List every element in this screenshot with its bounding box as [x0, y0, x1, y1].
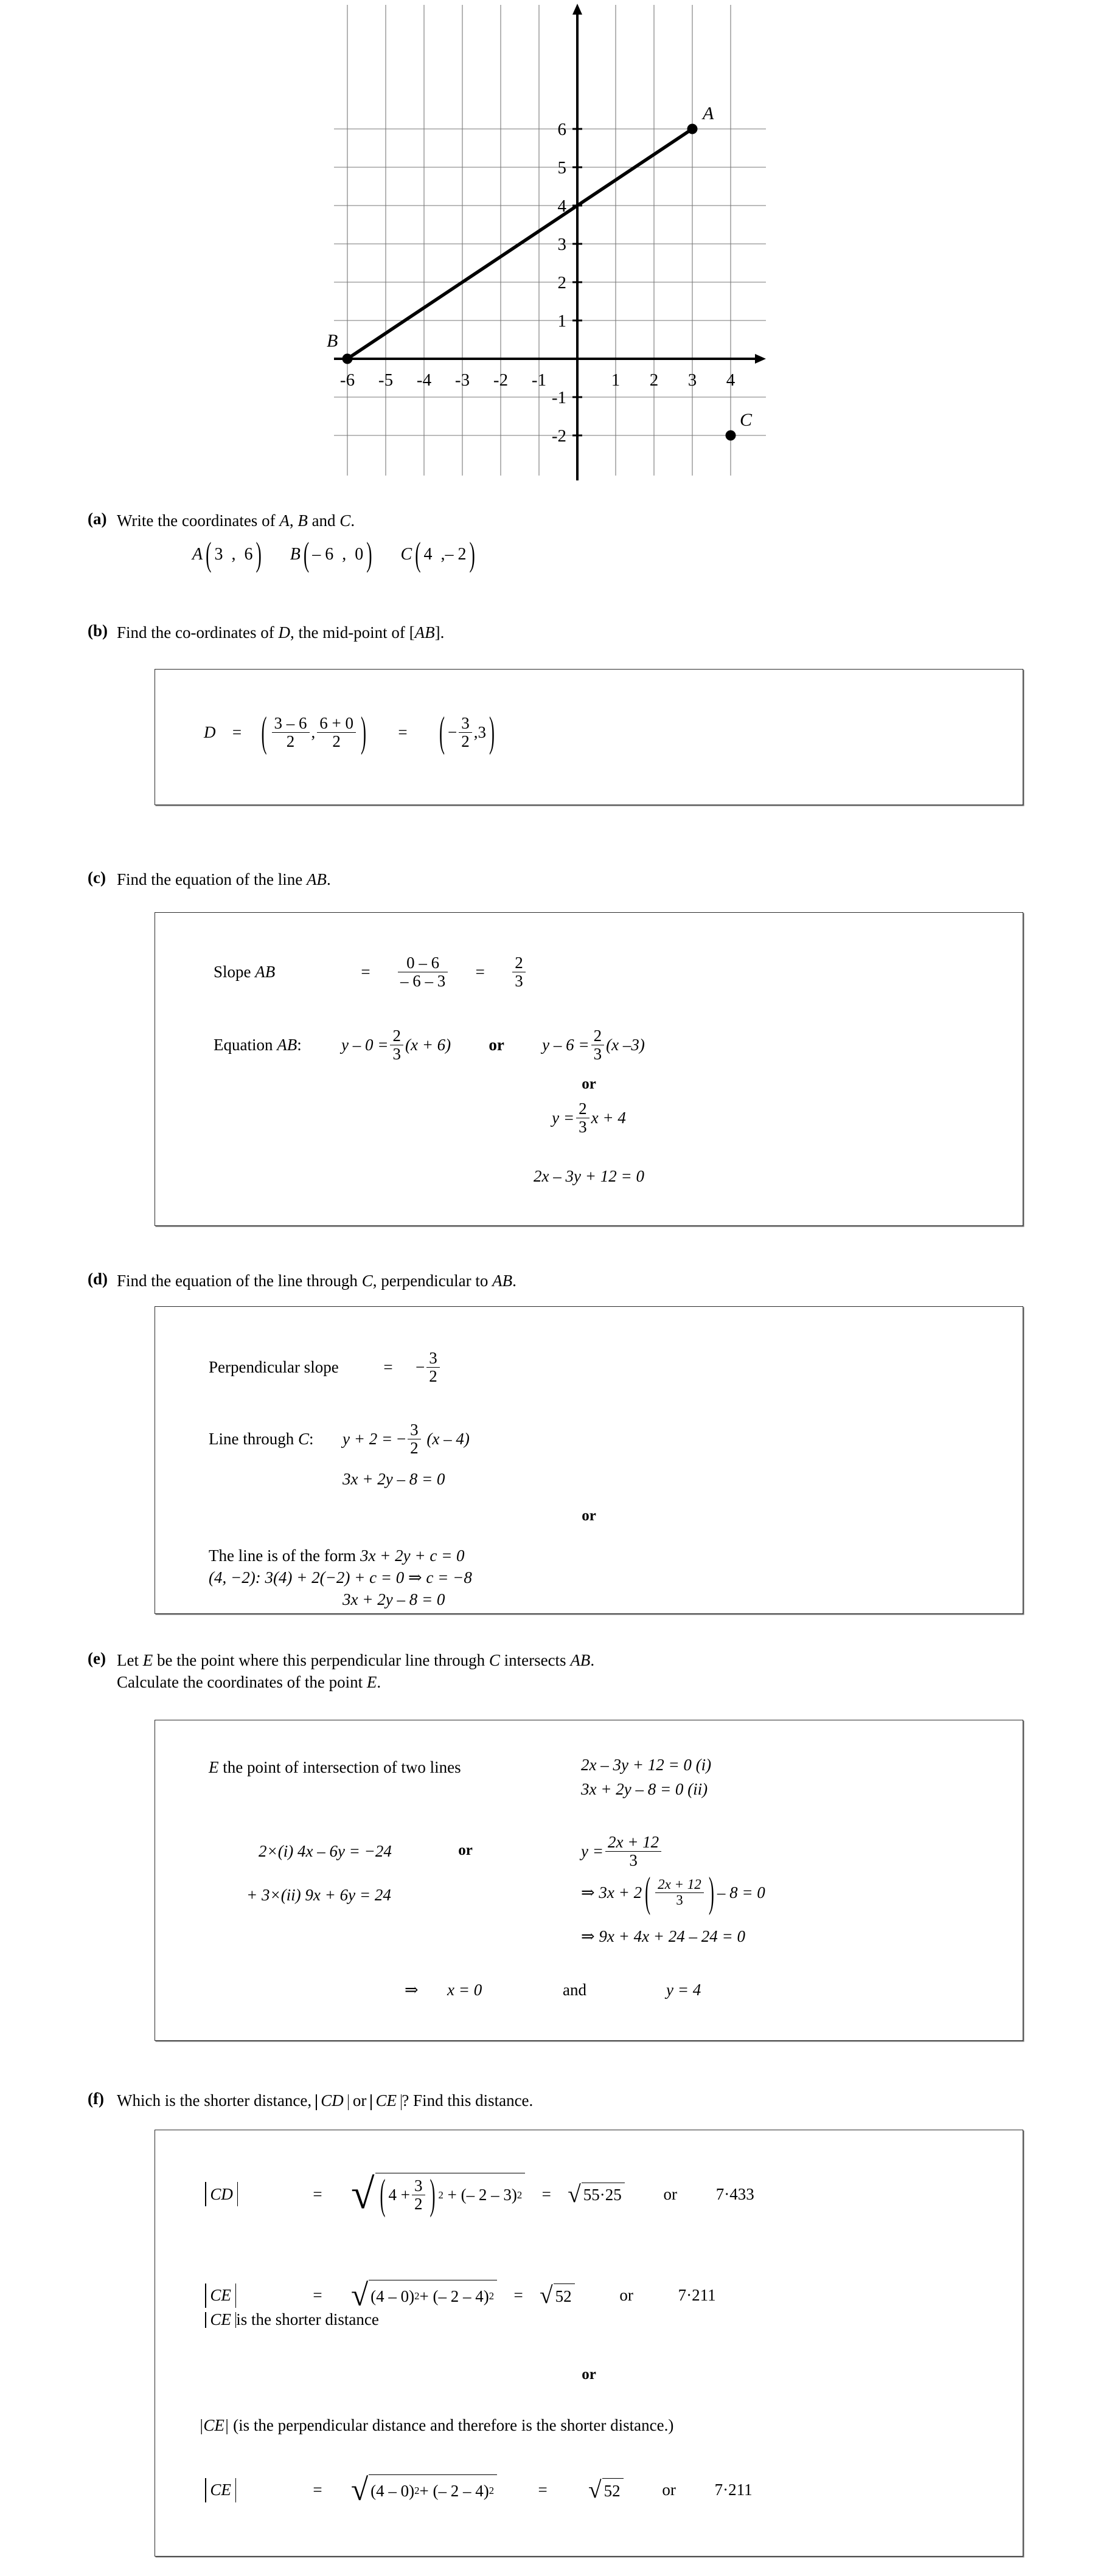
cd-frac-num: 3	[412, 2177, 425, 2195]
cd-second-exp: 2	[516, 2189, 523, 2201]
sqrt-ce-2	[351, 2474, 497, 2505]
implies-arrow: ⇒	[405, 1981, 419, 1999]
equals: =	[313, 2184, 322, 2203]
or-text: or	[349, 2091, 371, 2110]
part-a	[73, 510, 1046, 575]
period: .	[512, 1272, 516, 1290]
abs-bar	[205, 2182, 206, 2206]
equals-2: =	[541, 2184, 551, 2203]
equals: =	[313, 2481, 322, 2499]
alt-text: The line is of the form	[209, 1546, 360, 1565]
seg-CD: CD	[321, 2091, 344, 2110]
perpendicular-slope-row	[209, 1349, 442, 1385]
abs-bar	[205, 2478, 206, 2502]
svg-text:6: 6	[557, 120, 566, 139]
or-2: or	[582, 1076, 596, 1092]
sep: and	[307, 511, 340, 530]
equals-2: =	[398, 723, 408, 742]
var-E: E	[209, 1758, 219, 1776]
sqrt-cd-value	[568, 2183, 624, 2206]
svg-text:1: 1	[611, 370, 621, 390]
cd-label	[205, 2182, 284, 2206]
or-ce: or	[619, 2286, 633, 2305]
var-AB: AB	[570, 1651, 591, 1669]
sub2-post: – 8 = 0	[717, 1883, 765, 1902]
form3-num: 2	[576, 1100, 590, 1118]
ce-distance-row-repeat	[205, 2474, 753, 2505]
q-text: Find the equation of the line through	[117, 1272, 362, 1290]
minus-sign: −	[396, 1430, 406, 1449]
abs-bar	[205, 2283, 206, 2308]
equals: =	[313, 2286, 322, 2305]
form1-num: 2	[390, 1027, 403, 1045]
minus-sign: −	[416, 1358, 425, 1377]
line-den: 2	[410, 1439, 419, 1458]
sqrt-ce	[351, 2280, 497, 2311]
var-E: E	[142, 1651, 153, 1669]
svg-text:-1: -1	[531, 370, 547, 390]
seg-CE-abs: |CE|	[199, 2416, 229, 2434]
ce2-term2: + (– 2 – 4)	[419, 2481, 489, 2500]
form1-rhs: (x + 6)	[405, 1036, 451, 1054]
svg-text:-1: -1	[551, 388, 566, 407]
form3-lhs: y =	[552, 1109, 575, 1127]
minus-sign: −	[447, 723, 457, 742]
slope-den: – 6 – 3	[400, 972, 446, 991]
var-AB: AB	[492, 1272, 513, 1290]
period: .	[350, 511, 355, 530]
form1-lhs: y – 0 =	[341, 1036, 389, 1054]
intro-text: the point of intersection of two lines	[218, 1758, 461, 1776]
label-A: A	[703, 103, 714, 123]
coord-B-name: B	[290, 545, 301, 564]
radical-icon: √	[351, 2170, 375, 2218]
grid-lines	[334, 5, 766, 476]
abs-bar	[316, 2094, 317, 2110]
q-text: Write the coordinates of	[117, 511, 280, 530]
var-C: C	[489, 1651, 500, 1669]
y-tick-labels	[552, 120, 567, 446]
var-A: A	[279, 511, 290, 530]
cd-distance-row	[205, 2170, 754, 2218]
svg-text:-5: -5	[378, 370, 394, 390]
note-text: is the shorter distance	[236, 2310, 379, 2328]
ce-distance-row	[205, 2280, 716, 2311]
midpoint-y-num: 6 + 0	[317, 715, 356, 733]
seg-CE: CE	[210, 2481, 231, 2499]
part-e-answer-box	[155, 1720, 1023, 2041]
sqrt-ce-value	[540, 2283, 574, 2307]
sub2-den: 3	[676, 1892, 683, 1908]
form3-rhs: x + 4	[591, 1109, 626, 1127]
ce-shorter-note	[205, 2310, 379, 2329]
sub-den: 3	[629, 1851, 638, 1870]
var-C: C	[339, 511, 351, 530]
result-row	[405, 1981, 701, 2000]
q-text-3: ].	[434, 623, 445, 642]
coord-A-x: 3	[214, 545, 223, 564]
y-axis-arrow	[572, 4, 582, 15]
form2-lhs: y – 6 =	[542, 1036, 590, 1054]
note-text: (is the perpendicular distance and therefore is the shorter distance.)	[229, 2416, 674, 2434]
part-a-answer: A ( 3 , 6 ) B ( – 6 , 0 ) C ( 4 ,– 2 )	[192, 536, 475, 575]
q-text-4: Calculate the coordinates of the point	[117, 1673, 367, 1692]
line-num: 3	[408, 1421, 421, 1439]
line-through-C-row	[209, 1421, 470, 1457]
perp-line-standard-form: 3x + 2y – 8 = 0	[343, 1470, 445, 1488]
part-c	[73, 868, 1046, 890]
var-AB: AB	[277, 1036, 297, 1054]
part-a-label: (a)	[88, 510, 107, 528]
svg-text:2: 2	[557, 273, 566, 293]
q-text: Find the co-ordinates of	[117, 623, 279, 642]
var-D: D	[278, 623, 290, 642]
cd-open: 4 +	[388, 2186, 411, 2204]
equals: =	[232, 723, 242, 742]
part-e-question	[117, 1649, 594, 1694]
cd-frac-den: 2	[414, 2195, 423, 2214]
part-c-label: (c)	[88, 868, 106, 887]
colon: :	[309, 1430, 314, 1449]
seg-CE: CE	[210, 2286, 231, 2305]
or-f: or	[582, 2366, 596, 2383]
elimination-line1: 2×(i) 4x – 6y = −24	[259, 1842, 392, 1860]
form2-rhs: (x –3)	[606, 1036, 645, 1054]
equation-label	[214, 1036, 341, 1054]
ce2-term1: (4 – 0)	[370, 2481, 415, 2500]
form2-den: 3	[593, 1045, 602, 1064]
or-ce-2: or	[662, 2481, 676, 2499]
slope-label	[214, 963, 335, 982]
line-rhs: (x – 4)	[426, 1430, 470, 1449]
result-den: 2	[461, 732, 470, 751]
perpendicular-distance-note	[199, 2416, 673, 2435]
equals-2: =	[538, 2481, 548, 2499]
part-f	[73, 2090, 1046, 2111]
svg-text:-6: -6	[339, 370, 355, 390]
ce-label-2	[205, 2478, 284, 2502]
var-AB: AB	[306, 870, 327, 888]
result-num: 3	[459, 715, 472, 733]
elimination-line2: + 3×(ii) 9x + 6y = 24	[246, 1886, 391, 1904]
label-B: B	[327, 331, 338, 351]
substitution-line2: ⇒ 3x + 2 ( $\frac{2x + 12}{3}$ ) – 8 = 0	[581, 1868, 765, 1916]
comma: ,	[231, 545, 236, 564]
svg-text:4: 4	[726, 370, 736, 390]
abs-bar	[235, 2478, 237, 2502]
period: .	[377, 1673, 381, 1692]
line-through-C-label	[209, 1430, 343, 1449]
ce-label	[205, 2283, 284, 2308]
part-b	[73, 621, 1046, 643]
radical-icon: √	[351, 2278, 369, 2313]
or-e: or	[458, 1842, 473, 1858]
var-B: B	[297, 511, 308, 530]
part-e	[73, 1649, 1046, 1694]
perp-num: 3	[426, 1349, 440, 1368]
radical-icon: √	[540, 2282, 553, 2309]
comma: ,	[342, 545, 347, 564]
part-e-question-line1	[117, 1649, 594, 1671]
axes	[334, 9, 762, 480]
perp-slope-label: Perpendicular slope	[209, 1358, 339, 1377]
cd-decimal: 7·433	[715, 2184, 754, 2203]
and-word: and	[563, 1981, 586, 1999]
result-y: ,3	[473, 723, 486, 742]
q-text-2: ? Find this distance.	[402, 2091, 534, 2110]
part-b-question	[117, 621, 444, 643]
var-D: D	[204, 723, 216, 742]
part-d-answer-box	[155, 1306, 1023, 1614]
svg-text:4: 4	[557, 196, 566, 216]
q-text-3: intersects	[499, 1651, 571, 1669]
coord-C-y: – 2	[445, 545, 467, 564]
part-f-question	[117, 2090, 533, 2111]
substitution-line3: ⇒ 9x + 4x + 24 – 24 = 0	[581, 1927, 745, 1945]
equation-row	[214, 1027, 645, 1063]
svg-text:-3: -3	[454, 370, 470, 390]
equals-2: =	[513, 2286, 523, 2305]
coord-B-y: 0	[355, 545, 364, 564]
point-A	[687, 124, 698, 134]
part-c-answer-box	[155, 912, 1023, 1226]
part-f-answer-box	[155, 2130, 1023, 2557]
y-equals: y =	[581, 1842, 603, 1861]
eqn-word: Equation	[214, 1036, 277, 1054]
ce2-root-value: 52	[603, 2481, 621, 2500]
period: .	[590, 1651, 595, 1669]
equation-i: 2x – 3y + 12 = 0 (i)	[581, 1756, 712, 1774]
slope-result-den: 3	[515, 972, 523, 991]
point-B	[343, 354, 353, 364]
alt-method-line1	[209, 1546, 465, 1565]
slope-intercept-row	[155, 1100, 1023, 1136]
q-text: Let	[117, 1651, 143, 1669]
var-AB: AB	[255, 963, 276, 982]
radical-icon: √	[588, 2477, 602, 2504]
ce-term2: + (– 2 – 4)	[419, 2287, 489, 2305]
part-b-answer-box	[155, 669, 1023, 805]
sep: ,	[289, 511, 298, 530]
alt-method-line2: (4, −2): 3(4) + 2(−2) + c = 0 ⇒ c = −8	[209, 1568, 472, 1587]
svg-text:3: 3	[687, 370, 697, 390]
var-C: C	[297, 1430, 309, 1449]
q-text-2: , perpendicular to	[372, 1272, 493, 1290]
coord-C-x: 4	[423, 545, 433, 564]
slope-num: 0 – 6	[398, 954, 448, 972]
graph-svg	[279, 0, 827, 480]
q-text-2: be the point where this perpendicular line through	[153, 1651, 489, 1669]
coord-C-name: C	[400, 545, 412, 564]
ce2-exp2: 2	[489, 2485, 495, 2497]
ce-root-value: 52	[555, 2287, 572, 2305]
perp-den: 2	[429, 1367, 437, 1386]
sub-num: 2x + 12	[605, 1833, 661, 1852]
alt-equation: 3x + 2y + c = 0	[360, 1546, 465, 1565]
comma: ,	[311, 723, 316, 742]
part-a-question	[117, 510, 355, 531]
abs-bar	[235, 2283, 237, 2308]
point-C	[726, 431, 736, 441]
svg-text:-2: -2	[493, 370, 509, 390]
result-y: y = 4	[666, 1981, 701, 1999]
ce-decimal: 7·211	[678, 2286, 716, 2305]
x-axis-arrow	[755, 354, 766, 364]
ce2-exp1: 2	[414, 2485, 420, 2497]
cd-second: + (– 2 – 3)	[447, 2186, 517, 2204]
equation-ii: 3x + 2y – 8 = 0 (ii)	[581, 1780, 708, 1798]
part-c-question	[117, 868, 331, 890]
q-text-2: , the mid-point of [	[290, 623, 415, 642]
or-cd: or	[663, 2184, 677, 2203]
seg-CD: CD	[210, 2184, 233, 2203]
alt-method-line3: 3x + 2y – 8 = 0	[343, 1590, 445, 1608]
cd-root-value: 55·25	[583, 2186, 622, 2204]
slope-result-num: 2	[512, 954, 526, 972]
seg-CE: CE	[375, 2091, 397, 2110]
label-C: C	[740, 410, 753, 430]
coordinate-graph	[0, 0, 1106, 480]
slope-row	[214, 954, 527, 990]
svg-text:3: 3	[557, 235, 566, 254]
slope-word: Slope	[214, 963, 256, 982]
coord-A-name: A	[192, 545, 203, 564]
comma: ,	[440, 545, 445, 564]
part-d-question	[117, 1270, 516, 1292]
colon: :	[297, 1036, 302, 1054]
or-1: or	[489, 1036, 504, 1054]
ce-exp1: 2	[414, 2290, 420, 2302]
part-f-label: (f)	[88, 2090, 104, 2108]
abs-bar	[205, 2312, 206, 2328]
svg-text:-2: -2	[551, 426, 566, 446]
sub2-pre: ⇒ 3x + 2	[581, 1883, 642, 1902]
part-b-label: (b)	[88, 621, 108, 640]
part-d	[73, 1270, 1046, 1292]
seg-CE: CE	[210, 2310, 231, 2328]
intersection-intro	[209, 1758, 461, 1777]
ce2-decimal: 7·211	[714, 2481, 753, 2499]
line-lhs: y + 2 =	[343, 1430, 393, 1449]
var-AB: AB	[414, 623, 435, 642]
part-b-working: D = ( $\frac{3 - 6}{2}$ , $\frac{6 + 0}{2}$ ) = ( − $\frac{3}{2}$ ,3 )	[204, 708, 495, 756]
midpoint-x-num: 3 – 6	[272, 715, 310, 733]
radical-icon: √	[351, 2473, 369, 2507]
svg-text:2: 2	[649, 370, 659, 390]
ce-term1: (4 – 0)	[370, 2287, 415, 2305]
midpoint-x-den: 2	[286, 732, 295, 751]
equals: =	[383, 1358, 393, 1377]
or-d: or	[582, 1508, 596, 1524]
result-x: x = 0	[447, 1981, 482, 1999]
abs-bar	[237, 2182, 238, 2206]
part-e-label: (e)	[88, 1649, 106, 1667]
svg-text:-4: -4	[416, 370, 432, 390]
ce-exp2: 2	[489, 2290, 495, 2302]
svg-text:5: 5	[557, 158, 566, 178]
x-tick-labels	[340, 370, 736, 390]
form3-den: 3	[579, 1118, 587, 1137]
line-AB-standard-form: 2x – 3y + 12 = 0	[534, 1167, 644, 1185]
part-e-question-line2	[117, 1671, 594, 1693]
sub2-num: 2x + 12	[655, 1877, 704, 1893]
equals: =	[361, 963, 370, 982]
q-text: Which is the shorter distance,	[117, 2091, 316, 2110]
coord-B-x: – 6	[312, 545, 334, 564]
sqrt-cd: √ ( 4 + $\frac{3}{2}$ ) 2 + (– 2 – 3) 2	[351, 2173, 525, 2215]
substitution-line1	[581, 1833, 663, 1869]
equals-2: =	[475, 963, 485, 982]
midpoint-y-den: 2	[332, 732, 341, 751]
var-E: E	[366, 1673, 377, 1692]
radical-icon: √	[568, 2181, 581, 2207]
form2-num: 2	[591, 1027, 605, 1045]
sqrt-ce-value-2	[588, 2478, 623, 2502]
var-C: C	[361, 1272, 373, 1290]
cd-exp: 2	[438, 2189, 443, 2201]
line-word: Line through	[209, 1430, 298, 1449]
q-text: Find the equation of the line	[117, 870, 307, 888]
part-d-label: (d)	[88, 1270, 108, 1288]
period: .	[326, 870, 331, 888]
abs-bar	[370, 2094, 372, 2110]
svg-text:1: 1	[557, 311, 566, 331]
form1-den: 3	[392, 1045, 401, 1064]
coord-A-y: 6	[244, 545, 253, 564]
